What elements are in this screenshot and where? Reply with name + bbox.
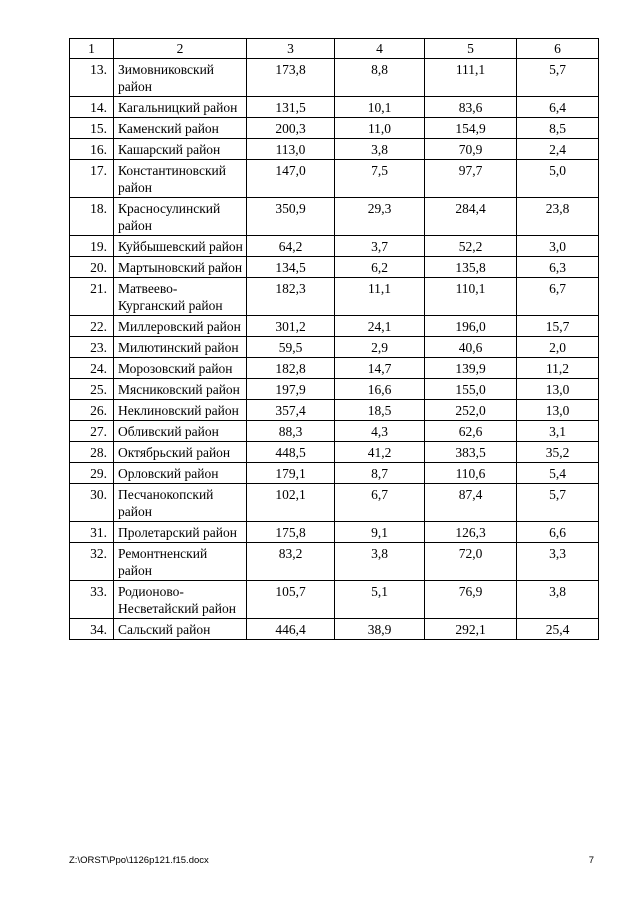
value-cell-col5: 76,9: [425, 581, 517, 619]
value-cell-col6: 23,8: [517, 198, 599, 236]
value-cell-col4: 16,6: [335, 379, 425, 400]
value-cell-col3: 350,9: [247, 198, 335, 236]
value-cell-col3: 134,5: [247, 257, 335, 278]
value-cell-col4: 7,5: [335, 160, 425, 198]
value-cell-col5: 135,8: [425, 257, 517, 278]
header-row: [70, 39, 599, 59]
district-name-cell: Красносулинский район: [114, 198, 247, 236]
value-cell-col4: 6,2: [335, 257, 425, 278]
column-header: 6: [517, 39, 599, 59]
value-cell-col4: 8,8: [335, 59, 425, 97]
value-cell-col5: 97,7: [425, 160, 517, 198]
row-number-cell: 22.: [70, 316, 114, 337]
value-cell-col5: 154,9: [425, 118, 517, 139]
district-name-cell: Миллеровский район: [114, 316, 247, 337]
value-cell-col4: 11,0: [335, 118, 425, 139]
value-cell-col4: 8,7: [335, 463, 425, 484]
district-name-cell: Пролетарский район: [114, 522, 247, 543]
value-cell-col5: 70,9: [425, 139, 517, 160]
value-cell-col5: 126,3: [425, 522, 517, 543]
row-number-cell: 20.: [70, 257, 114, 278]
value-cell-col6: 6,3: [517, 257, 599, 278]
table-row: [70, 379, 599, 400]
value-cell-col5: 155,0: [425, 379, 517, 400]
district-name-cell: Октябрьский район: [114, 442, 247, 463]
footer-file-path: Z:\ORST\Ppo\1126p121.f15.docx: [69, 855, 209, 866]
value-cell-col5: 52,2: [425, 236, 517, 257]
district-name-cell: Милютинский район: [114, 337, 247, 358]
value-cell-col6: 6,7: [517, 278, 599, 316]
district-name-cell: Кагальницкий район: [114, 97, 247, 118]
table-row: [70, 316, 599, 337]
row-number-cell: 23.: [70, 337, 114, 358]
district-name-cell: Кашарский район: [114, 139, 247, 160]
table-row: [70, 337, 599, 358]
value-cell-col4: 3,8: [335, 543, 425, 581]
value-cell-col6: 15,7: [517, 316, 599, 337]
value-cell-col5: 196,0: [425, 316, 517, 337]
row-number-cell: 28.: [70, 442, 114, 463]
value-cell-col4: 24,1: [335, 316, 425, 337]
value-cell-col5: 139,9: [425, 358, 517, 379]
table-row: [70, 581, 599, 619]
value-cell-col6: 13,0: [517, 379, 599, 400]
table-row: [70, 278, 599, 316]
table-body: [70, 59, 599, 640]
table-row: [70, 236, 599, 257]
value-cell-col3: 102,1: [247, 484, 335, 522]
row-number-cell: 29.: [70, 463, 114, 484]
value-cell-col5: 111,1: [425, 59, 517, 97]
table-row: [70, 463, 599, 484]
value-cell-col6: 5,7: [517, 59, 599, 97]
value-cell-col4: 41,2: [335, 442, 425, 463]
row-number-cell: 33.: [70, 581, 114, 619]
district-name-cell: Куйбышевский район: [114, 236, 247, 257]
value-cell-col6: 6,6: [517, 522, 599, 543]
district-name-cell: Константиновский район: [114, 160, 247, 198]
value-cell-col4: 3,7: [335, 236, 425, 257]
district-name-cell: Орловский район: [114, 463, 247, 484]
district-name-cell: Зимовниковский район: [114, 59, 247, 97]
table-row: [70, 160, 599, 198]
value-cell-col5: 252,0: [425, 400, 517, 421]
row-number-cell: 17.: [70, 160, 114, 198]
district-name-cell: Мясниковский район: [114, 379, 247, 400]
value-cell-col5: 383,5: [425, 442, 517, 463]
value-cell-col6: 3,3: [517, 543, 599, 581]
value-cell-col3: 175,8: [247, 522, 335, 543]
value-cell-col4: 6,7: [335, 484, 425, 522]
row-number-cell: 13.: [70, 59, 114, 97]
value-cell-col3: 446,4: [247, 619, 335, 640]
value-cell-col3: 113,0: [247, 139, 335, 160]
table-row: [70, 257, 599, 278]
row-number-cell: 21.: [70, 278, 114, 316]
table-row: [70, 97, 599, 118]
row-number-cell: 14.: [70, 97, 114, 118]
value-cell-col5: 110,6: [425, 463, 517, 484]
value-cell-col5: 284,4: [425, 198, 517, 236]
value-cell-col5: 87,4: [425, 484, 517, 522]
footer-page-number: 7: [588, 855, 594, 866]
value-cell-col6: 3,1: [517, 421, 599, 442]
table-row: [70, 198, 599, 236]
column-header: 2: [114, 39, 247, 59]
value-cell-col4: 18,5: [335, 400, 425, 421]
district-name-cell: Неклиновский район: [114, 400, 247, 421]
value-cell-col4: 10,1: [335, 97, 425, 118]
value-cell-col6: 2,4: [517, 139, 599, 160]
value-cell-col4: 5,1: [335, 581, 425, 619]
row-number-cell: 34.: [70, 619, 114, 640]
value-cell-col3: 83,2: [247, 543, 335, 581]
value-cell-col6: 35,2: [517, 442, 599, 463]
value-cell-col5: 292,1: [425, 619, 517, 640]
value-cell-col6: 5,0: [517, 160, 599, 198]
value-cell-col3: 131,5: [247, 97, 335, 118]
district-name-cell: Сальский район: [114, 619, 247, 640]
table-row: [70, 442, 599, 463]
value-cell-col6: 3,8: [517, 581, 599, 619]
value-cell-col3: 64,2: [247, 236, 335, 257]
value-cell-col5: 72,0: [425, 543, 517, 581]
value-cell-col4: 3,8: [335, 139, 425, 160]
value-cell-col3: 448,5: [247, 442, 335, 463]
table-row: [70, 543, 599, 581]
value-cell-col3: 147,0: [247, 160, 335, 198]
data-table: [69, 38, 599, 640]
value-cell-col4: 11,1: [335, 278, 425, 316]
value-cell-col3: 105,7: [247, 581, 335, 619]
value-cell-col3: 182,8: [247, 358, 335, 379]
value-cell-col4: 38,9: [335, 619, 425, 640]
row-number-cell: 32.: [70, 543, 114, 581]
column-header: 1: [70, 39, 114, 59]
district-name-cell: Морозовский район: [114, 358, 247, 379]
table-row: [70, 358, 599, 379]
table-row: [70, 484, 599, 522]
district-name-cell: Песчанокопский район: [114, 484, 247, 522]
table-row: [70, 400, 599, 421]
value-cell-col3: 179,1: [247, 463, 335, 484]
district-name-cell: Обливский район: [114, 421, 247, 442]
value-cell-col3: 357,4: [247, 400, 335, 421]
row-number-cell: 18.: [70, 198, 114, 236]
value-cell-col3: 59,5: [247, 337, 335, 358]
value-cell-col6: 11,2: [517, 358, 599, 379]
value-cell-col5: 40,6: [425, 337, 517, 358]
value-cell-col6: 2,0: [517, 337, 599, 358]
value-cell-col6: 8,5: [517, 118, 599, 139]
value-cell-col5: 110,1: [425, 278, 517, 316]
value-cell-col6: 5,4: [517, 463, 599, 484]
value-cell-col6: 5,7: [517, 484, 599, 522]
value-cell-col6: 6,4: [517, 97, 599, 118]
value-cell-col4: 9,1: [335, 522, 425, 543]
value-cell-col3: 182,3: [247, 278, 335, 316]
district-name-cell: Каменский район: [114, 118, 247, 139]
table-row: [70, 59, 599, 97]
row-number-cell: 16.: [70, 139, 114, 160]
value-cell-col5: 83,6: [425, 97, 517, 118]
value-cell-col6: 13,0: [517, 400, 599, 421]
row-number-cell: 31.: [70, 522, 114, 543]
column-header: 3: [247, 39, 335, 59]
district-name-cell: Матвеево-Курганский район: [114, 278, 247, 316]
value-cell-col3: 301,2: [247, 316, 335, 337]
table-row: [70, 421, 599, 442]
table-row: [70, 139, 599, 160]
column-header: 5: [425, 39, 517, 59]
value-cell-col3: 200,3: [247, 118, 335, 139]
value-cell-col4: 14,7: [335, 358, 425, 379]
value-cell-col4: 2,9: [335, 337, 425, 358]
row-number-cell: 24.: [70, 358, 114, 379]
value-cell-col4: 4,3: [335, 421, 425, 442]
row-number-cell: 30.: [70, 484, 114, 522]
row-number-cell: 19.: [70, 236, 114, 257]
value-cell-col5: 62,6: [425, 421, 517, 442]
table-row: [70, 522, 599, 543]
value-cell-col3: 173,8: [247, 59, 335, 97]
row-number-cell: 15.: [70, 118, 114, 139]
column-header: 4: [335, 39, 425, 59]
value-cell-col3: 197,9: [247, 379, 335, 400]
value-cell-col4: 29,3: [335, 198, 425, 236]
district-name-cell: Родионово-Несветайский район: [114, 581, 247, 619]
row-number-cell: 25.: [70, 379, 114, 400]
table-row: [70, 118, 599, 139]
value-cell-col6: 3,0: [517, 236, 599, 257]
table-row: [70, 619, 599, 640]
value-cell-col6: 25,4: [517, 619, 599, 640]
district-name-cell: Мартыновский район: [114, 257, 247, 278]
value-cell-col3: 88,3: [247, 421, 335, 442]
row-number-cell: 27.: [70, 421, 114, 442]
district-name-cell: Ремонтненский район: [114, 543, 247, 581]
row-number-cell: 26.: [70, 400, 114, 421]
